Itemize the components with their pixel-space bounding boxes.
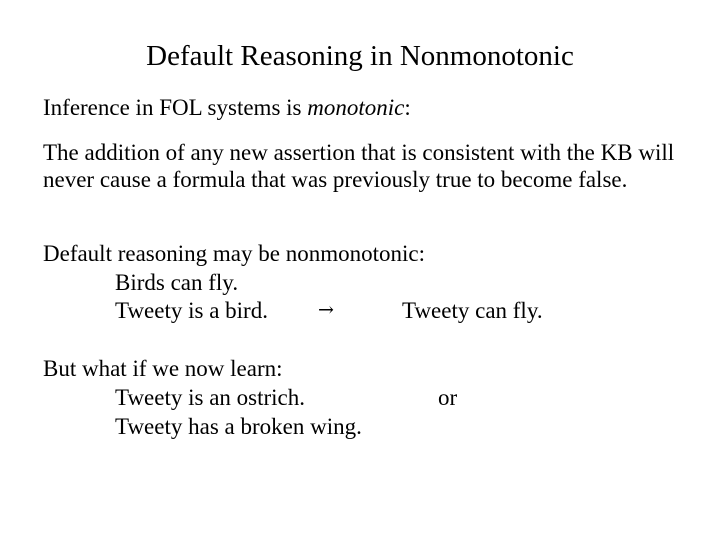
- premise-birds-fly: Birds can fly.: [115, 270, 239, 295]
- default-heading: Default reasoning may be nonmonotonic:: [43, 241, 425, 266]
- new-fact-broken-wing: Tweety has a broken wing.: [115, 414, 362, 439]
- new-fact-ostrich: Tweety is an ostrich.: [115, 385, 306, 410]
- intro-suffix: :: [404, 95, 411, 120]
- intro-line: [43, 94, 411, 121]
- connector-or: or: [438, 385, 458, 410]
- premise-tweety-bird: Tweety is a bird.: [115, 298, 268, 323]
- monotonic-definition: The addition of any new assertion that is consistent with the KB will never cause a formula that was previously true to become false.: [43, 140, 675, 192]
- question-line: But what if we now learn:: [43, 356, 283, 381]
- implies-arrow-icon: →: [318, 299, 334, 321]
- intro-emphasis: monotonic: [307, 95, 405, 120]
- slide-title: Default Reasoning in Nonmonotonic: [146, 40, 574, 72]
- intro-prefix: Inference in FOL systems is: [43, 95, 308, 120]
- conclusion-tweety-fly: Tweety can fly.: [402, 298, 543, 323]
